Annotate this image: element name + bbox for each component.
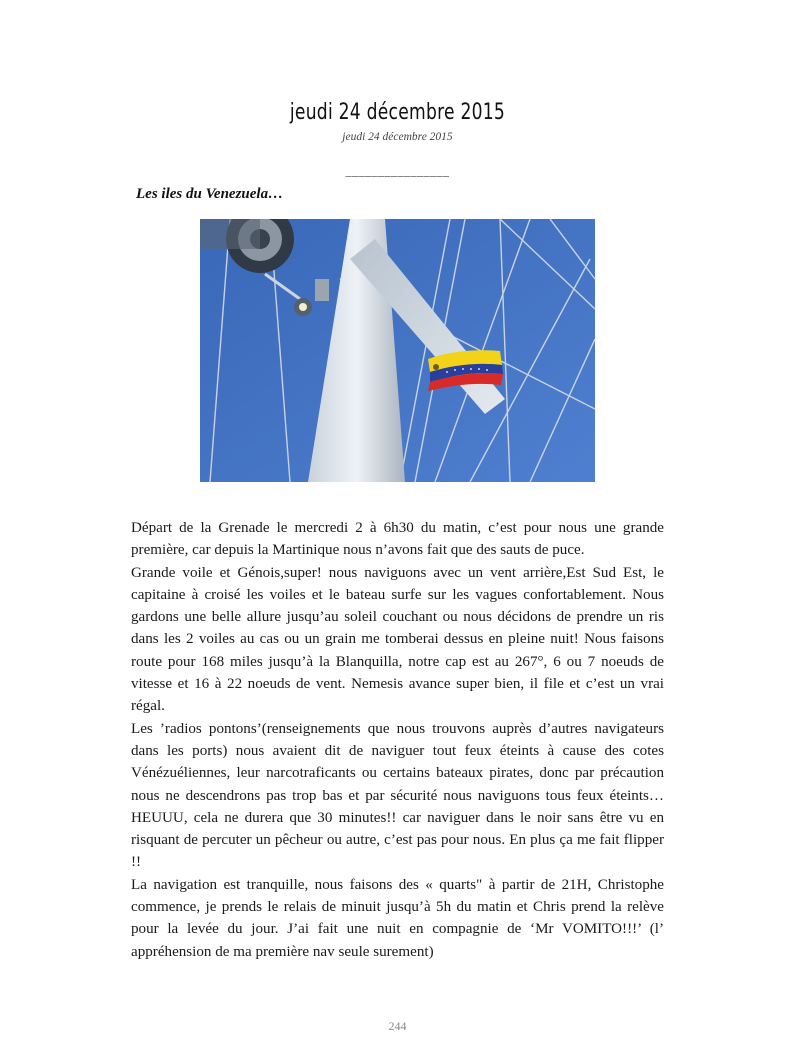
section-heading: Les iles du Venezuela… bbox=[136, 186, 284, 202]
paragraph: Les ’radios pontons’(renseignements que nous trouvons auprès d’autres navigateurs dans les ports) nous avaient dit de naviguer tout feux éteints à cause des cotes Vénézuéliennes, leur narcotraficants ou certains bateaux pirates, donc par précaution nous ne descendrons pas trop bas et par sécurité nous naviguons tous feux éteints…HEUUU, cela ne durera que 30 minutes!! car naviguer dans le noir sans être vu en risquant de percuter un pêcheur ou autre, c’est pas pour nous. En plus ça me fait flipper !! bbox=[131, 720, 664, 871]
paragraph: Grande voile et Génois,super! nous naviguons avec un vent arrière,Est Sud Est, le capitaine à croisé les voiles et le bateau surfe sur les vagues confortablement. Nous gardons une belle allure jusqu’au soleil couchant ou nous décidons de prendre un ris dans les 2 voiles au cas ou un grain me tomberai dessus en pleine nuit! Nous faisons route pour 168 miles jusqu’à la Blanquilla, notre cap est au 267°, 6 ou 7 noeuds de vitesse et 16 à 22 noeuds de vent. Nemesis avance super bien, il file et c’est un vrai régal. bbox=[131, 564, 664, 715]
paragraph: La navigation est tranquille, nous faisons des « quarts" à partir de 21H, Christophe commence, je prends le relais de minuit jusqu’à 5h du matin et Chris prend la relève pour la levée du jour. J’ai fait une nuit en compagnie de ‘Mr VOMITO!!!’ (l’ appréhension de ma première nav seule surement) bbox=[131, 876, 664, 960]
date-subtitle: jeudi 24 décembre 2015 bbox=[342, 131, 453, 143]
body-text bbox=[131, 517, 664, 963]
separator-line: ________________ bbox=[345, 164, 450, 178]
page-title: jeudi 24 décembre 2015 bbox=[289, 100, 506, 125]
page-number: 244 bbox=[388, 1019, 407, 1033]
paragraph: Départ de la Grenade le mercredi 2 à 6h30 du matin, c’est pour nous une grande première, car depuis la Martinique nous n’avons fait que des sauts de puce. bbox=[131, 520, 664, 559]
mast-venezuela-flag-photo bbox=[200, 219, 595, 482]
